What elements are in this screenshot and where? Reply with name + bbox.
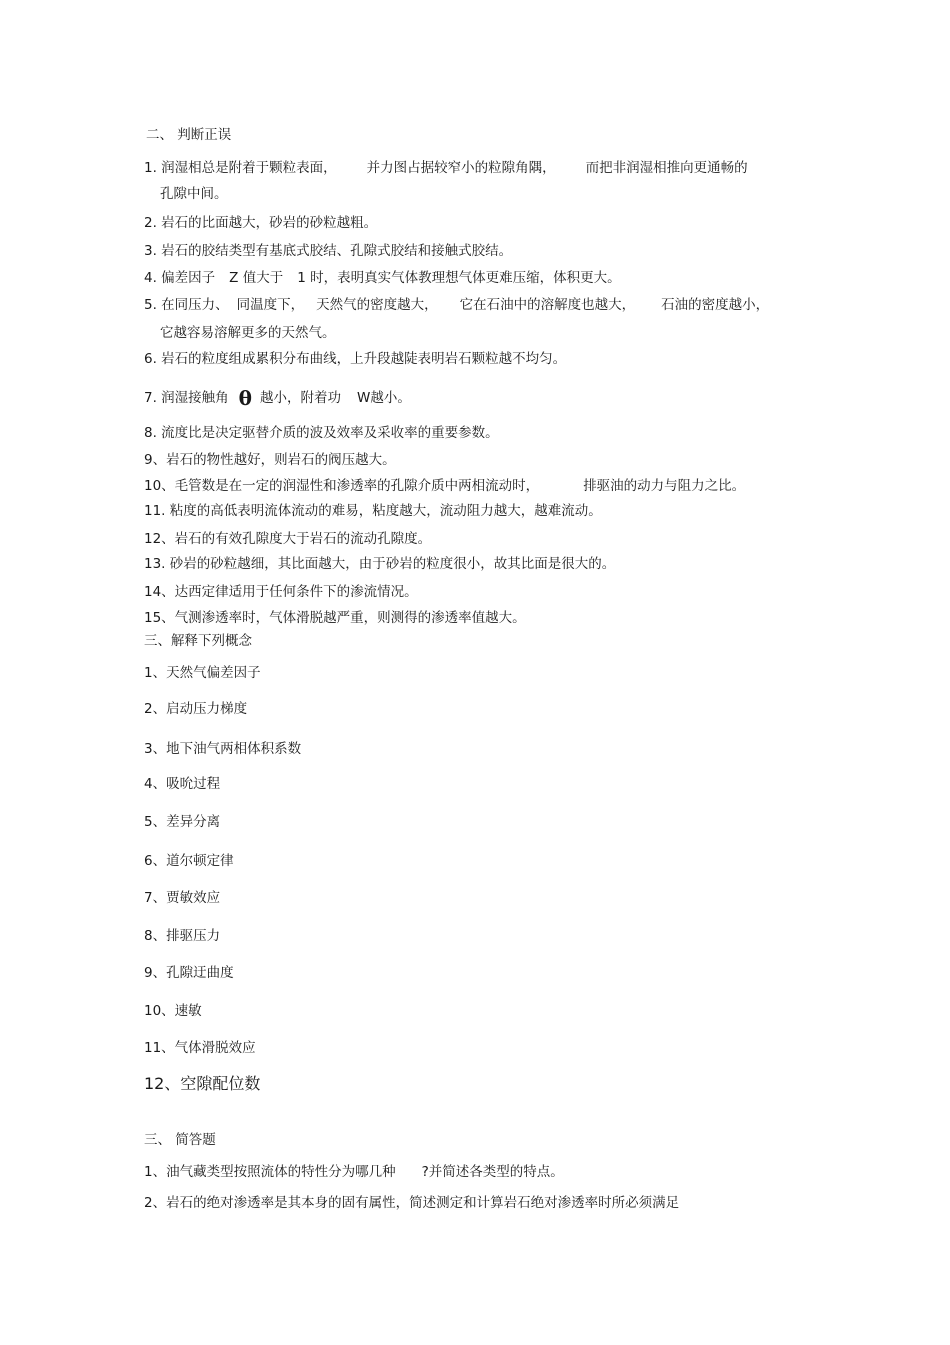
concept-item-12: 12、空隙配位数 xyxy=(144,1074,261,1093)
judge-item-7-part-a: 7. 润湿接触角 xyxy=(144,390,229,406)
judge-item-1-continuation: 孔隙中间。 xyxy=(160,186,228,202)
judge-item-10-part-b: 排驱油的动力与阻力之比。 xyxy=(583,478,746,494)
judge-item-2: 2. 岩石的比面越大，砂岩的砂粒越粗。 xyxy=(144,215,378,231)
judge-item-1 xyxy=(144,159,748,177)
judge-item-4-part-a: 4. 偏差因子 xyxy=(144,270,216,286)
judge-item-15: 15、气测渗透率时，气体滑脱越严重，则测得的渗透率值越大。 xyxy=(144,610,526,626)
short-item-1 xyxy=(144,1163,564,1181)
concept-item-7: 7、贾敏效应 xyxy=(144,890,221,906)
judge-item-5-continuation: 它越容易溶解更多的天然气。 xyxy=(160,325,336,341)
judge-item-5-part-c: 天然气的密度越大， xyxy=(316,297,438,313)
concept-item-4: 4、吸吮过程 xyxy=(144,776,221,792)
concept-item-8: 8、排驱压力 xyxy=(144,928,221,944)
judge-item-1-part-b: 并力图占据较窄小的粒隙角隅， xyxy=(366,160,556,176)
judge-item-5-part-e: 石油的密度越小， xyxy=(661,297,770,313)
judge-item-3: 3. 岩石的胶结类型有基底式胶结、孔隙式胶结和接触式胶结。 xyxy=(144,243,513,259)
judge-item-7-part-b: 越小，附着功 xyxy=(260,390,342,406)
judge-item-4-part-c: 1 时，表明真实气体教理想气体更难压缩，体积更大。 xyxy=(297,270,621,286)
judge-item-9: 9、岩石的物性越好，则岩石的阀压越大。 xyxy=(144,452,396,468)
short-item-1-part-b: ?并简述各类型的特点。 xyxy=(421,1164,564,1180)
theta-symbol: θ xyxy=(238,386,253,410)
judge-item-5-part-a: 5. 在同压力、 xyxy=(144,297,229,313)
judge-item-6: 6. 岩石的粒度组成累积分布曲线，上升段越陡表明岩石颗粒越不均匀。 xyxy=(144,351,567,367)
concept-item-5: 5、差异分离 xyxy=(144,814,221,830)
concept-item-2: 2、启动压力梯度 xyxy=(144,701,248,717)
section-title-judge: 二、 判断正误 xyxy=(146,127,232,143)
concept-item-3: 3、地下油气两相体积系数 xyxy=(144,741,302,757)
short-item-2: 2、岩石的绝对渗透率是其本身的固有属性，简述测定和计算岩石绝对渗透率时所必须满足 xyxy=(144,1195,680,1211)
judge-item-11: 11. 粘度的高低表明流体流动的难易，粘度越大，流动阻力越大，越难流动。 xyxy=(144,503,602,519)
judge-item-10 xyxy=(144,477,745,495)
judge-item-10-part-a: 10、毛管数是在一定的润湿性和渗透率的孔隙介质中两相流动时， xyxy=(144,478,540,494)
judge-item-4 xyxy=(144,269,621,287)
judge-item-14: 14、达西定律适用于任何条件下的渗流情况。 xyxy=(144,584,418,600)
judge-item-4-part-b: Z 值大于 xyxy=(229,270,284,286)
section-title-short-answer: 三、 简答题 xyxy=(144,1132,216,1148)
concept-item-9: 9、孔隙迂曲度 xyxy=(144,965,234,981)
judge-item-7 xyxy=(144,386,411,410)
concept-item-11: 11、气体滑脱效应 xyxy=(144,1040,256,1056)
short-item-1-part-a: 1、油气藏类型按照流体的特性分为哪几种 xyxy=(144,1164,396,1180)
judge-item-1-part-c: 而把非润湿相推向更通畅的 xyxy=(585,160,748,176)
judge-item-5-part-b: 同温度下， xyxy=(236,297,305,313)
judge-item-12: 12、岩石的有效孔隙度大于岩石的流动孔隙度。 xyxy=(144,531,432,547)
judge-item-5 xyxy=(144,296,769,314)
judge-item-13: 13. 砂岩的砂粒越细，其比面越大，由于砂岩的粒度很小，故其比面是很大的。 xyxy=(144,556,616,572)
judge-item-8: 8. 流度比是决定驱替介质的波及效率及采收率的重要参数。 xyxy=(144,425,499,441)
section-title-concepts: 三、解释下列概念 xyxy=(144,633,252,649)
concept-item-1: 1、天然气偏差因子 xyxy=(144,665,261,681)
judge-item-1-part-a: 1. 润湿相总是附着于颗粒表面， xyxy=(144,160,337,176)
judge-item-5-part-d: 它在石油中的溶解度也越大， xyxy=(459,297,636,313)
concept-item-10: 10、速敏 xyxy=(144,1003,202,1019)
judge-item-7-part-c: W越小。 xyxy=(357,390,411,406)
concept-item-6: 6、道尔顿定律 xyxy=(144,853,234,869)
